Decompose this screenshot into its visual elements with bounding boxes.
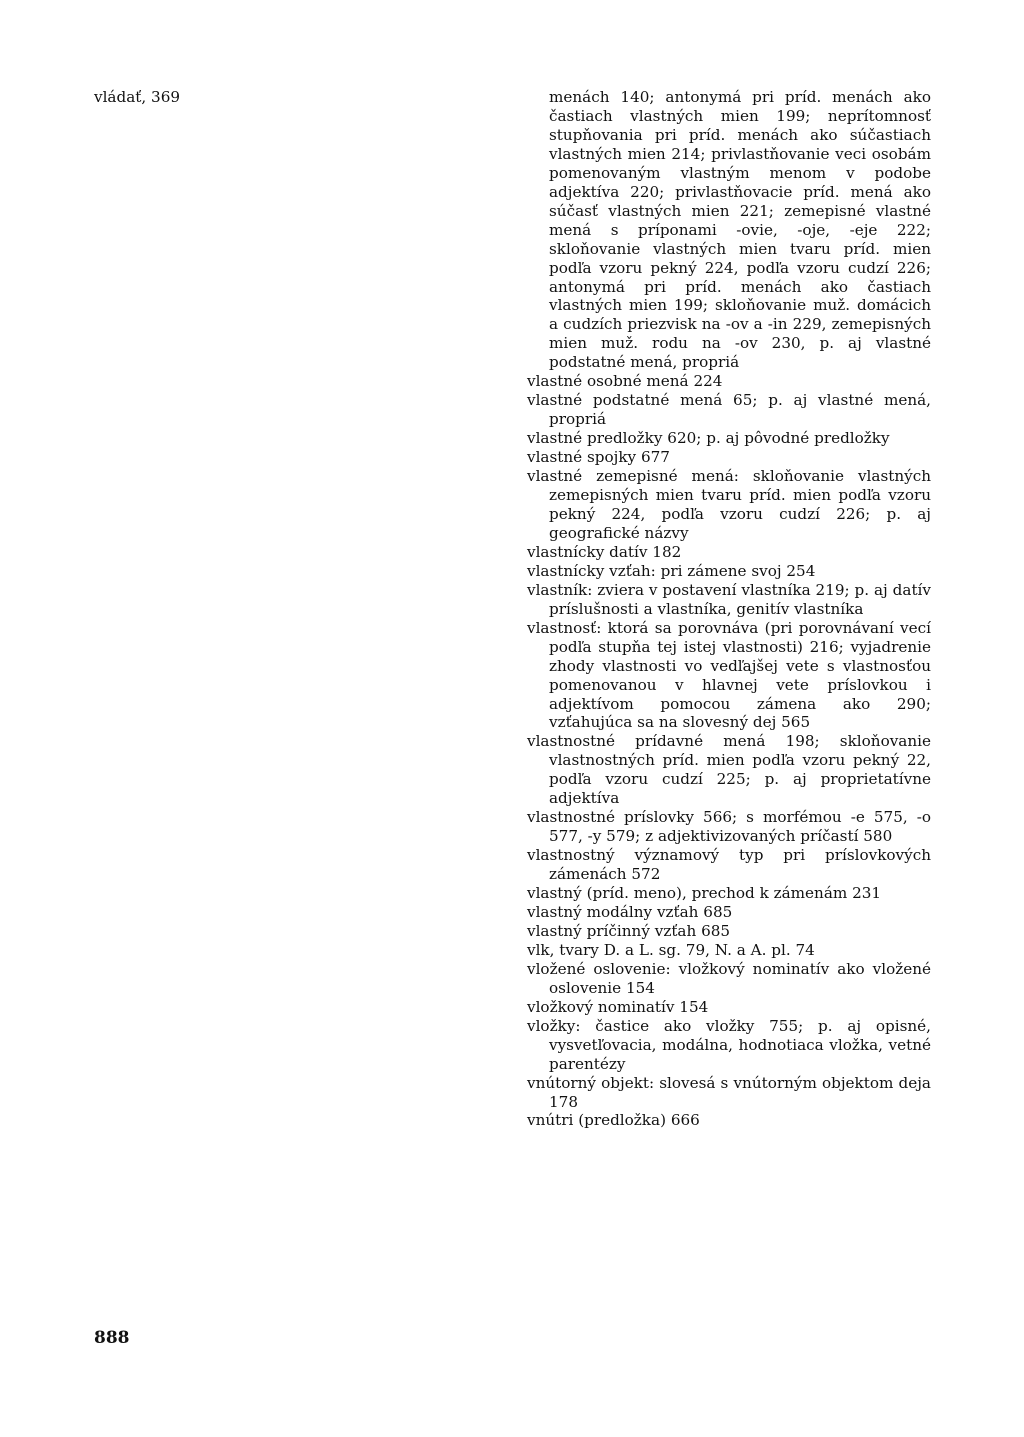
index-entry: vlastnícky vzťah: pri zámene svoj 254 bbox=[527, 561, 816, 580]
index-entry: vlastné podstatné mená 65; p. aj vlastné mená, propriá bbox=[527, 391, 931, 429]
index-entry: vnútri (predložka) 666 bbox=[527, 1111, 700, 1130]
left-column bbox=[94, 88, 502, 107]
index-entry: vlastné zemepisné mená: skloňovanie vlastných zemepisných mien tvaru príd. mien podľa vzoru pekný 224, podľa vzoru cudzí 226; p. aj geografické názvy bbox=[527, 467, 931, 542]
index-entry: vlastnostné príslovky 566; s morfémou -e 575, -o 577, -y 579; z adjektivizovaných príčastí 580 bbox=[527, 808, 931, 846]
index-entry: vložky: častice ako vložky 755; p. aj opisné, vysvetľovacia, modálna, hodnotiaca vložka, vetné parentézy bbox=[527, 1016, 931, 1073]
index-entry: vlk, tvary D. a L. sg. 79, N. a A. pl. 74 bbox=[527, 940, 815, 959]
index-entry: vlastnosť: ktorá sa porovnáva (pri porovnávaní vecí podľa stupňa tej istej vlastnosti) 216; vyjadrenie zhody vlastnosti vo vedľajšej vete s vlastnosťou pomenovanou v hlavnej vete príslovkou i adjektívom pomocou zámena ako 290; vzťahujúca sa na slovesný dej 565 bbox=[527, 618, 931, 732]
index-entry: vlastník: zviera v postavení vlastníka 219; p. aj datív príslušnosti a vlastníka, genitív vlastníka bbox=[527, 580, 931, 618]
index-entry: vlastnostný významový typ pri príslovkových zámenách 572 bbox=[527, 846, 931, 884]
index-entry: vlastný (príd. meno), prechod k zámenám 231 bbox=[527, 884, 882, 903]
page-number: 888 bbox=[94, 1328, 130, 1348]
index-entry: vlastné osobné mená 224 bbox=[527, 372, 723, 391]
index-entry: vlastné spojky 677 bbox=[527, 448, 670, 467]
index-entry: vnútorný objekt: slovesá s vnútorným objektom deja 178 bbox=[527, 1073, 931, 1111]
index-entry-continuation: menách 140; antonymá pri príd. menách ako častiach vlastných mien 199; neprítomnosť stupňovania pri príd. menách ako súčastiach vlastných mien 214; privlastňovanie veci osobám pomenovaným vlastným menom v podobe adjektíva 220; privlastňovacie príd. mená ako súčasť vlastných mien 221; zemepisné vlastné mená s príponami -ovie, -oje, -eje 222; skloňovanie vlastných mien tvaru príd. mien podľa vzoru pekný 224, podľa vzoru cudzí 226; antonymá pri príd. menách ako častiach vlastných mien 199; skloňovanie muž. domácich a cudzích priezvisk na -ov a -in 229, zemepisných mien muž. rodu na -ov 230, p. aj vlastné podstatné mená, propriá bbox=[549, 88, 931, 372]
index-entry: vložené oslovenie: vložkový nominatív ako vložené oslovenie 154 bbox=[527, 959, 931, 997]
index-entry: vládať, 369 bbox=[94, 88, 181, 106]
index-entry: vlastné predložky 620; p. aj pôvodné predložky bbox=[527, 429, 890, 448]
index-entry: vlastný príčinný vzťah 685 bbox=[527, 921, 731, 940]
index-entry: vlastnícky datív 182 bbox=[527, 542, 682, 561]
index-entry: vlastnostné prídavné mená 198; skloňovanie vlastnostných príd. mien podľa vzoru pekný 22, podľa vzoru cudzí 225; p. aj proprietatívne adjektíva bbox=[527, 732, 931, 808]
index-entry: vlastný modálny vzťah 685 bbox=[527, 902, 733, 921]
index-entry: vložkový nominatív 154 bbox=[527, 997, 709, 1016]
right-column bbox=[527, 88, 931, 1130]
